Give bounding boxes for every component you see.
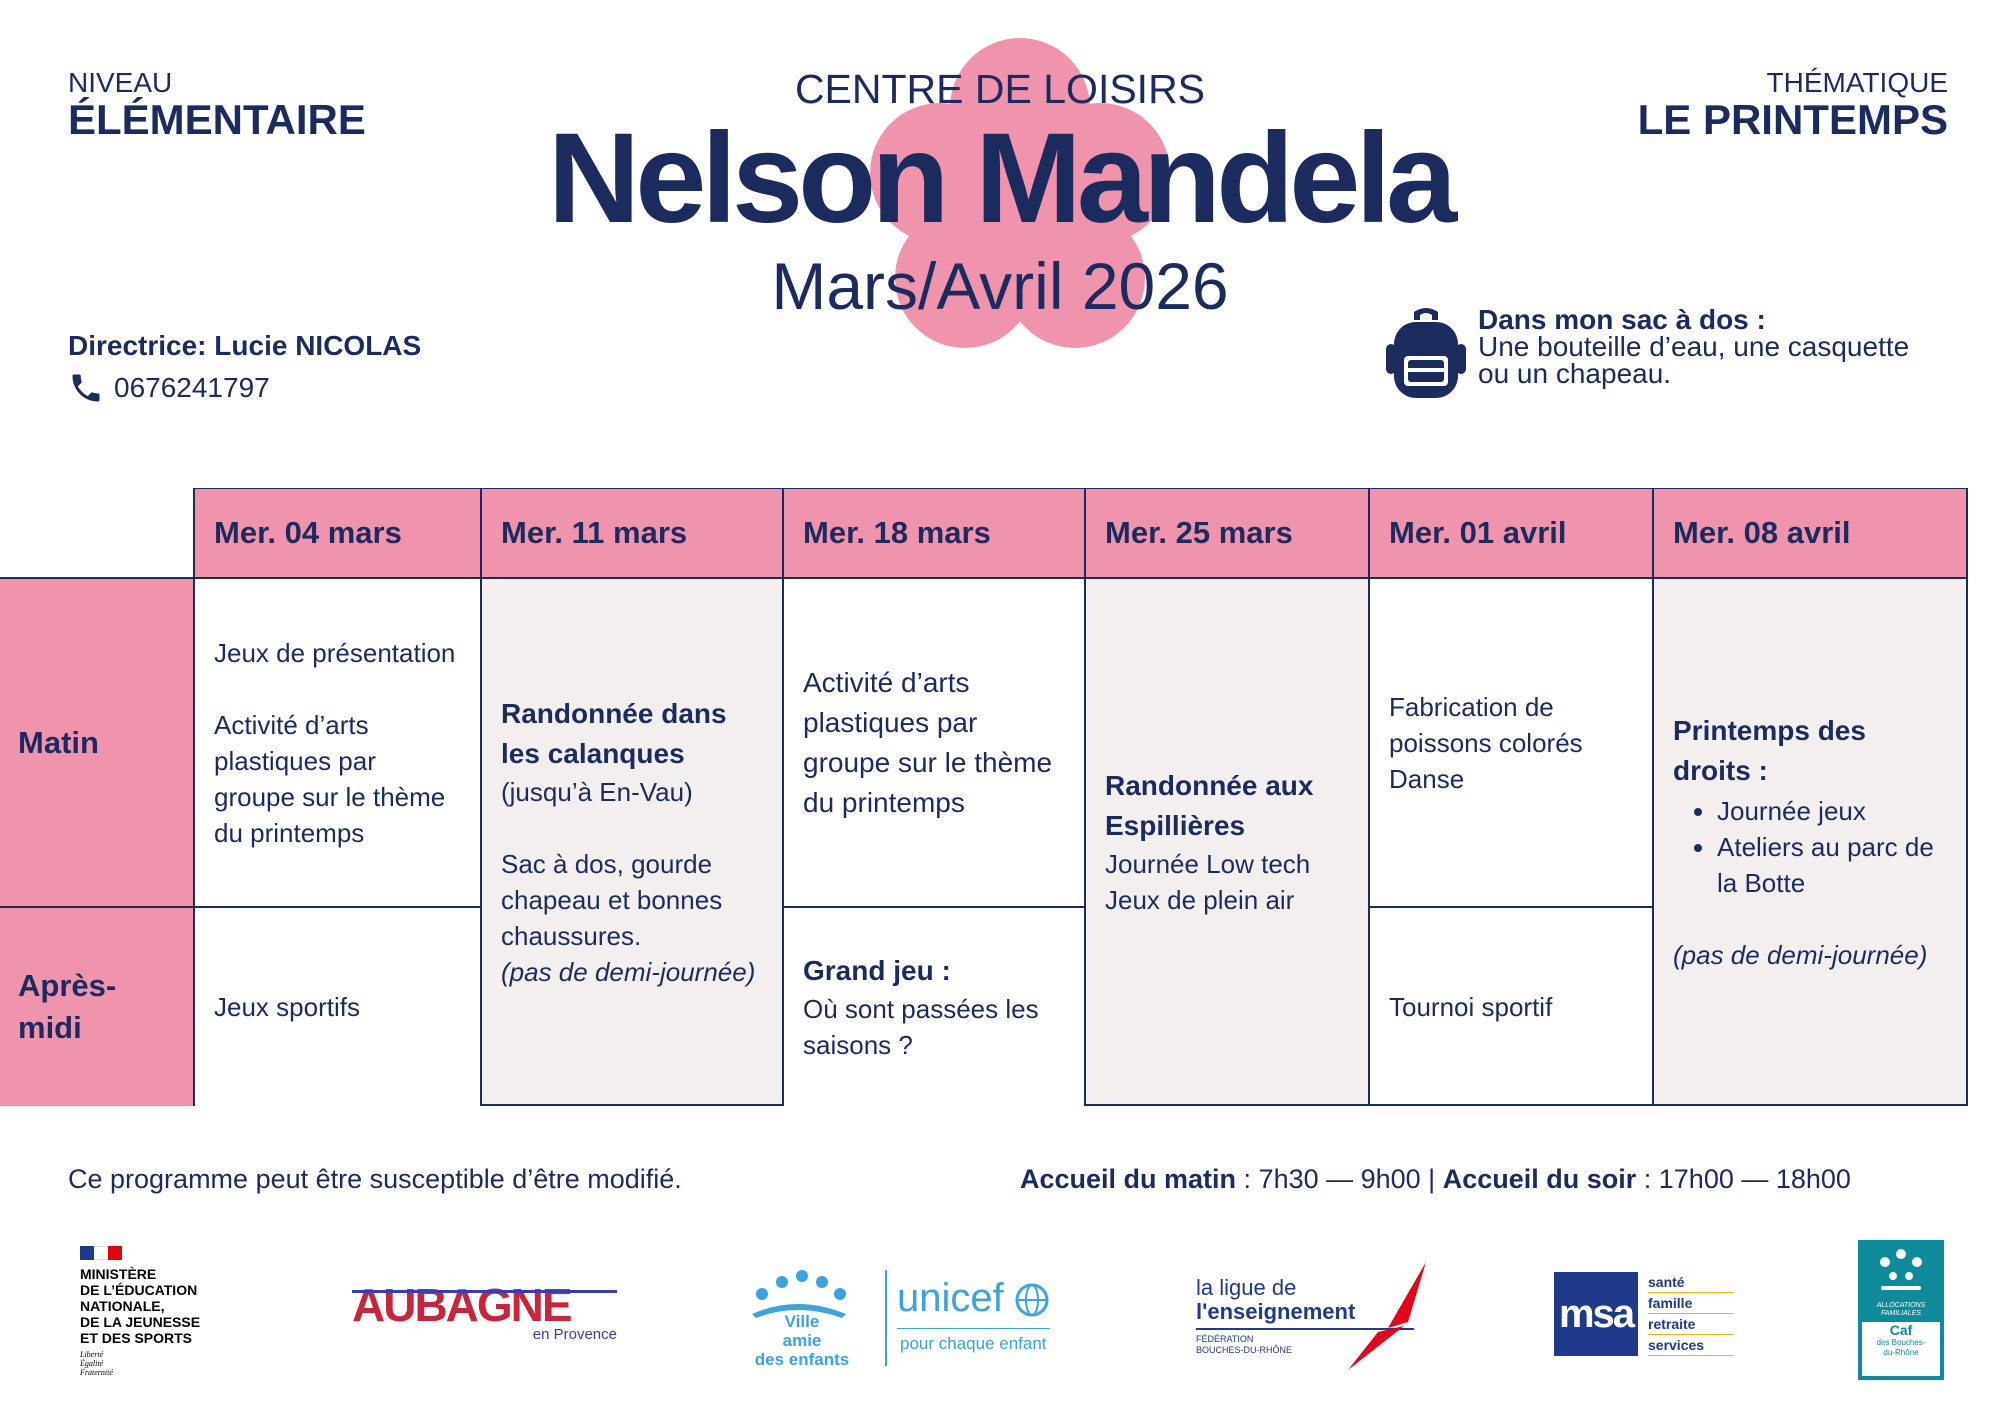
aubagne-logo: AUBAGNE en Provence — [352, 1279, 617, 1343]
bag-line-2: ou un chapeau. — [1478, 358, 1672, 389]
bag-line-1: Une bouteille d’eau, une casquette — [1478, 331, 1910, 362]
schedule-table — [0, 488, 1968, 1106]
unicef-ville-amie-logo: Ville amie des enfants unicef pour chaque enfant — [742, 1270, 1062, 1370]
phone-row — [68, 370, 270, 406]
ligue-enseignement-logo: la ligue de l'enseignement FÉDÉRATION BOUCHES-DU-RHÔNE — [1196, 1262, 1428, 1372]
cell-25-mars: Randonnée aux Espillières Journée Low tech Jeux de plein air — [1085, 578, 1369, 1106]
globe-icon — [1014, 1282, 1050, 1318]
header-date-5: Mer. 01 avril — [1369, 488, 1653, 578]
thematique-value: LE PRINTEMPS — [1637, 96, 1948, 143]
cell-04-mars-matin: Jeux de présentation Activité d’arts plastiques par groupe sur le thème du printemps — [214, 637, 456, 848]
header-date-3: Mer. 18 mars — [783, 488, 1085, 578]
cell-01-avril-matin: Fabrication de poissons colorés Danse — [1389, 691, 1583, 794]
family-icon — [1871, 1246, 1931, 1298]
table-grid — [0, 488, 1968, 1106]
header-date-4: Mer. 25 mars — [1085, 488, 1369, 578]
backpack-info — [1384, 306, 1909, 402]
period: Mars/Avril 2026 — [771, 249, 1229, 323]
phone-number: 0676241797 — [114, 372, 270, 403]
caf-logo: ALLOCATIONS FAMILIALES Caf des Bouches- du-Rhône — [1858, 1240, 1944, 1380]
row-label-morning: Matin — [0, 578, 194, 907]
cell-18-mars-apres-midi: Grand jeu : Où sont passées les saisons ? — [803, 954, 1039, 1060]
director: Directrice: Lucie NICOLAS — [68, 330, 422, 361]
row-label-afternoon: Après- midi — [0, 907, 194, 1106]
niveau-value: ÉLÉMENTAIRE — [68, 96, 366, 143]
bag-title: Dans mon sac à dos : — [1478, 304, 1766, 335]
bullet-list: • Journée jeux • Ateliers au parc de la Botte — [1673, 793, 1948, 901]
cell-11-mars: Randonnée dans les calanques (jusqu’à En-Vau) Sac à dos, gourde chapeau et bonnes chaussures. (pas de demi-journée) — [481, 578, 783, 1106]
red-arrow-icon — [1308, 1262, 1428, 1372]
msa-logo: msa santé famille retraite services — [1554, 1272, 1734, 1356]
header-date-6: Mer. 08 avril — [1653, 488, 1968, 578]
phone-icon — [68, 370, 104, 406]
ministere-logo: MINISTÈRE DE L’ÉDUCATION NATIONALE, DE LA JEUNESSE ET DES SPORTS Liberté Égalité Fraternité — [80, 1246, 240, 1377]
cell-04-mars-apres-midi: Jeux sportifs — [214, 991, 360, 1022]
niveau-label: NIVEAU — [68, 67, 173, 98]
backpack-icon — [1384, 306, 1468, 402]
thematique-label: THÉMATIQUE — [1766, 67, 1948, 98]
hours: Accueil du matin : 7h30 — 9h00 | Accueil du soir : 17h00 — 18h00 — [1020, 1164, 1851, 1194]
header-date-2: Mer. 11 mars — [481, 488, 783, 578]
french-flag-icon — [80, 1246, 122, 1260]
disclaimer: Ce programme peut être susceptible d’être modifié. — [68, 1164, 682, 1194]
header-date-1: Mer. 04 mars — [194, 488, 481, 578]
cell-08-avril: Printemps des droits : • Journée jeux • Ateliers au parc de la Botte (pas de demi-journée) — [1653, 578, 1968, 1106]
centre-label: CENTRE DE LOISIRS — [794, 66, 1206, 112]
cell-18-mars-matin: Activité d’arts plastiques par groupe sur le thème du printemps — [803, 666, 1053, 818]
page-title: Nelson Mandela — [547, 107, 1453, 250]
cell-01-avril-apres-midi: Tournoi sportif — [1389, 991, 1553, 1022]
